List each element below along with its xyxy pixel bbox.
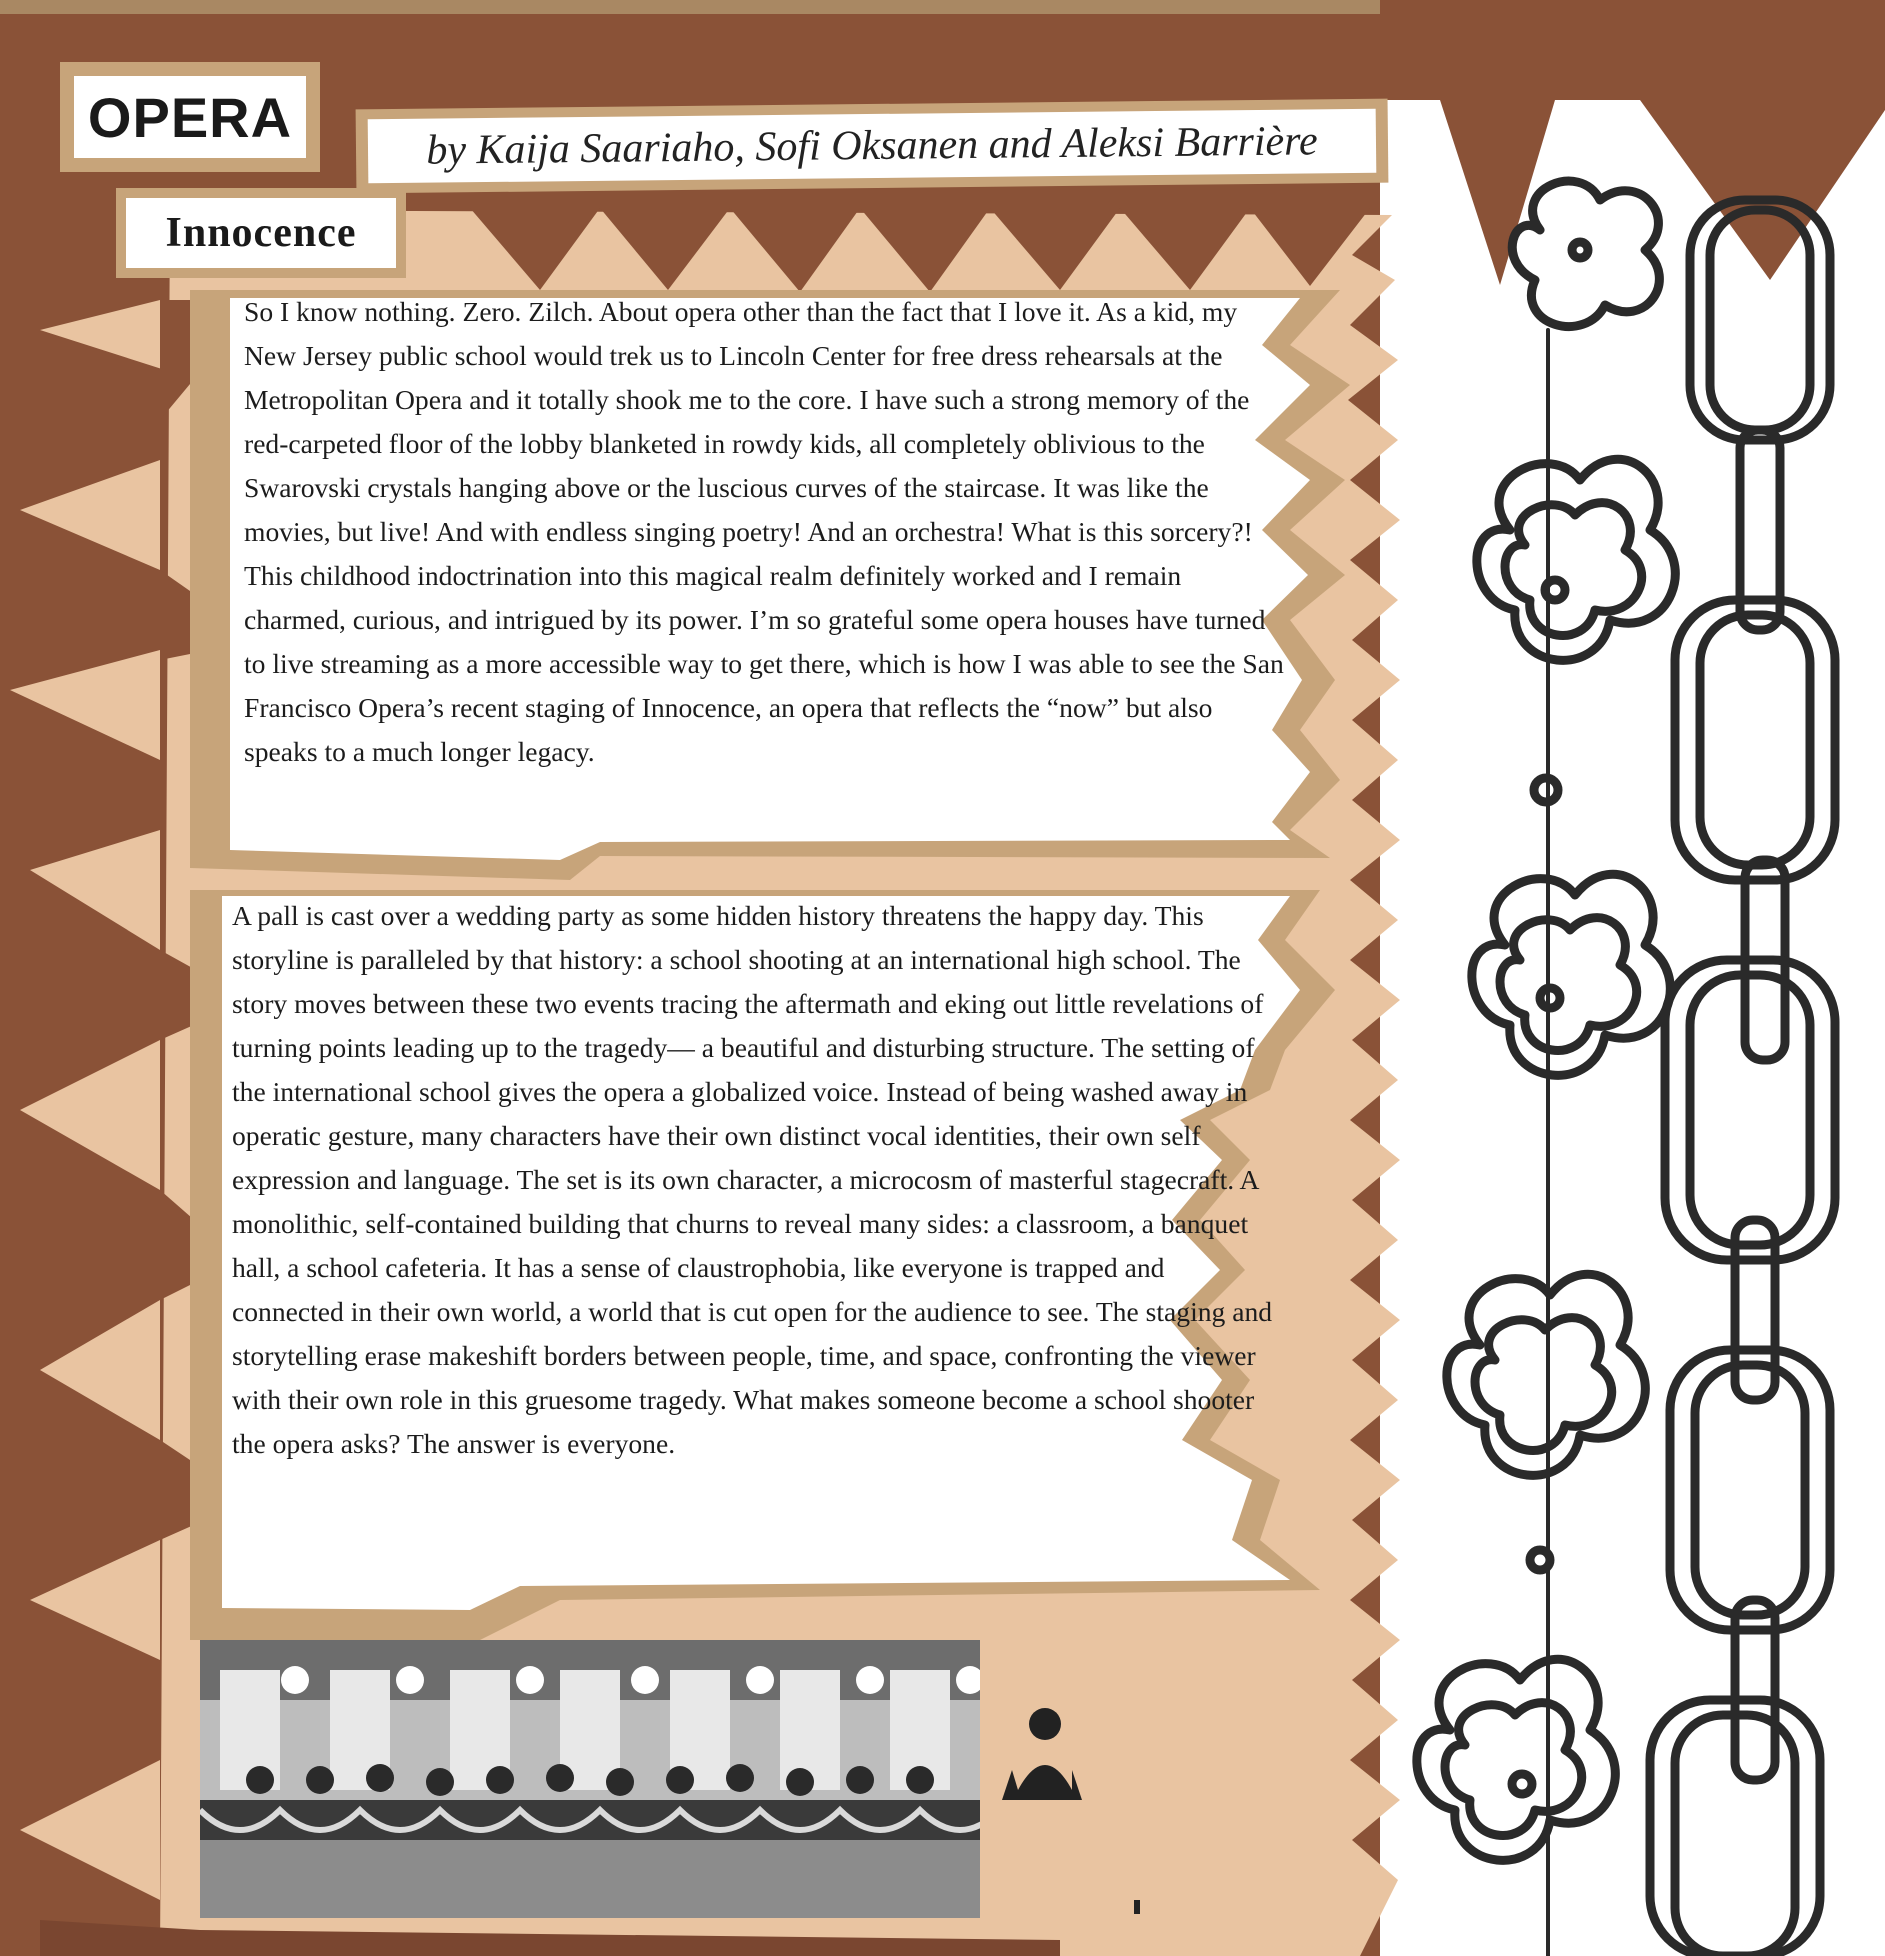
stage-photo <box>200 1640 1134 1918</box>
section-label <box>60 62 320 172</box>
title-text: Innocence <box>126 198 396 268</box>
flower-doodle <box>1417 1659 1615 1860</box>
byline-label <box>356 99 1389 194</box>
flower-doodle <box>1472 874 1670 1075</box>
article-paragraph-1: So I know nothing. Zero. Zilch. About opera other than the fact that I love it. As a kid, my New Jersey public school would trek us to Lincoln Center for free dress rehearsals at the Metropolitan Opera and it totally shook me to the core. I have such a strong memory of the red-carpeted floor of the lobby blanketed in rowdy kids, all completely oblivious to the Swarovski crystals hanging above or the luscious curves of the staircase. It was like the movies, but live! And with endless singing poetry! And an orchestra! What is this sorcery?! This childhood indoctrination into this magical realm definitely worked and I remain charmed, curious, and intrigued by its power. I’m so grateful some opera houses have turned to live streaming as a more accessible way to get there, which is how I was able to see the San Francisco Opera’s recent staging of Innocence, an opera that reflects the “now” but also speaks to a much longer legacy. <box>244 296 1284 767</box>
vine-bud <box>1530 1550 1550 1570</box>
stage-photo-drawing <box>200 1640 1134 1918</box>
title-label <box>116 188 406 278</box>
section-label-text: OPERA <box>74 76 306 158</box>
article-paragraph-2: A pall is cast over a wedding party as some hidden history threatens the happy day. This storyline is paralleled by that history: a school shooting at an international high school. The story moves between these two events tracing the aftermath and eking out little revelations of turning points leading up to the tragedy— a beautiful and disturbing structure. The setting of the international school gives the opera a globalized voice. Instead of being washed away in operatic gesture, many characters have their own distinct vocal identities, their own self expression and language. The set is its own character, a microcosm of masterful stagecraft. A monolithic, self-contained building that churns to reveal many sides: a classroom, a banquet hall, a school cafeteria. It has a sense of claustrophobia, like everyone is trapped and connected in their own world, a world that is cut open for the audience to see. The staging and storytelling erase makeshift borders between people, time, and space, confronting the viewer with their own role in this gruesome tragedy. What makes someone become a school shooter the opera asks? The answer is everyone. <box>232 900 1273 1459</box>
flower-doodle <box>1512 181 1659 326</box>
flower-doodle <box>1477 459 1675 660</box>
chain-doodle <box>1650 200 1835 1956</box>
byline-text: by Kaija Saariaho, Sofi Oksanen and Aleksi Barrière <box>368 109 1377 184</box>
